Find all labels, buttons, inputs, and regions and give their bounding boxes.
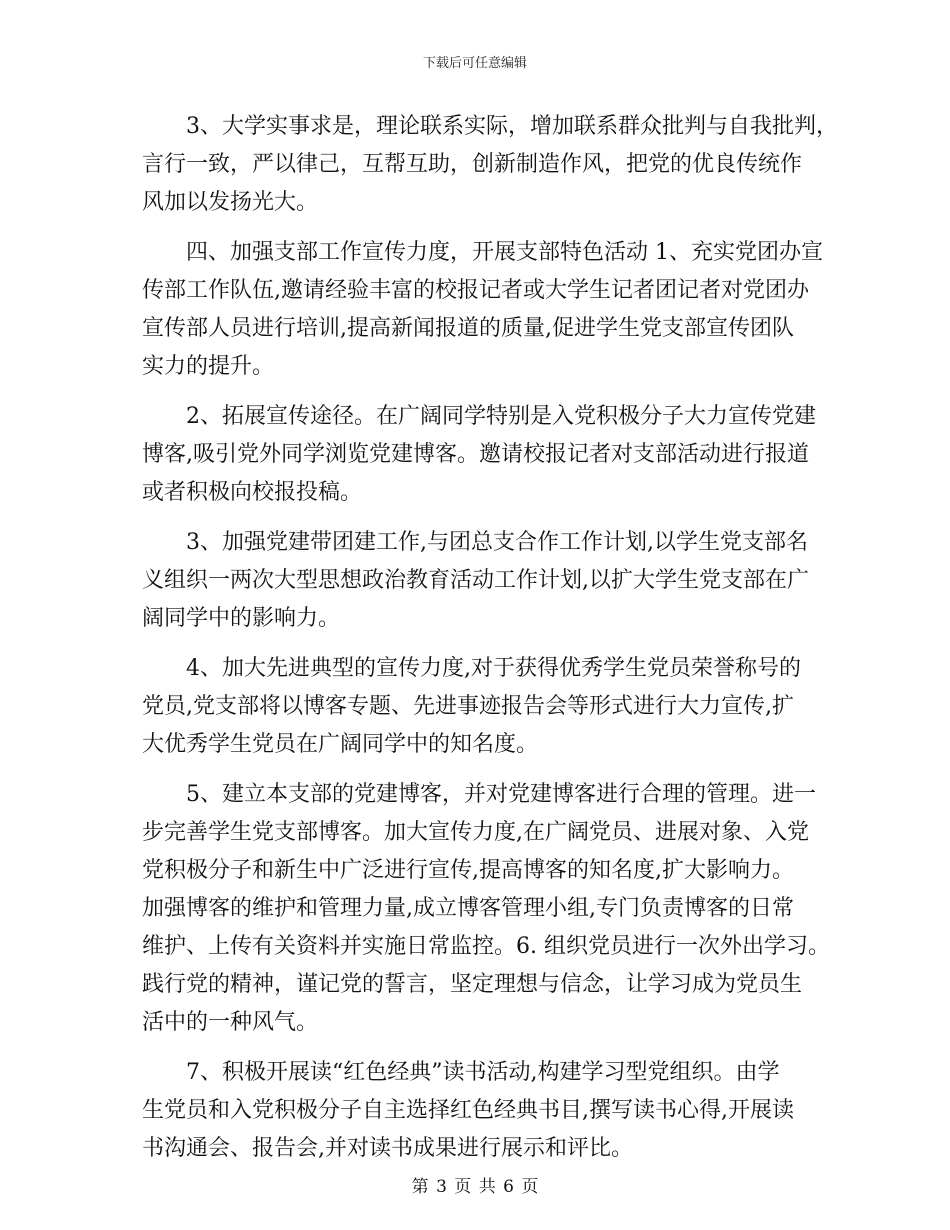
paragraph (142, 108, 838, 222)
text-line: 四、加强支部工作宣传力度，开展支部特色活动 1、充实党团办宣 (142, 240, 823, 265)
text-line: 阔同学中的影响力。 (142, 606, 341, 631)
paragraph (142, 234, 822, 386)
text-line: 2、拓展宣传途径。在广阔同学特别是入党积极分子大力宣传党建 (142, 404, 816, 429)
text-line: 博客,吸引党外同学浏览党建博客。邀请校报记者对支部活动进行报道 (142, 442, 809, 467)
text-line: 或者积极向校报投稿。 (142, 480, 363, 505)
text-line: 3、加强党建带团建工作,与团总支合作工作计划,以学生党支部名 (142, 530, 808, 555)
text-line: 义组织一两次大型思想政治教育活动工作计划,以扩大学生党支部在广 (142, 568, 809, 593)
page-header: 下载后可任意编辑 (422, 56, 527, 71)
paragraph (142, 1054, 822, 1168)
text-line: 维护、上传有关资料并实施日常监控。6. 组织党员进行一次外出学习。 (142, 934, 830, 959)
text-line: 7、积极开展读“红色经典”读书活动,构建学习型党组织。由学 (142, 1060, 780, 1085)
text-line: 活中的一种风气。 (142, 1010, 319, 1035)
text-line: 宣传部人员进行培训,提高新闻报道的质量,促进学生党支部宣传团队 (142, 316, 794, 341)
text-line: 步完善学生党支部博客。加大宣传力度,在广阔党员、进展对象、入党 (142, 820, 809, 845)
text-line: 4、加大先进典型的宣传力度,对于获得优秀学生党员荣誉称号的 (142, 656, 801, 681)
text-line: 3、大学实事求是，理论联系实际，增加联系群众批判与自我批判， (142, 114, 838, 139)
page-number: 第 3 页 共 6 页 (411, 1177, 539, 1197)
document-body (142, 108, 838, 1168)
paragraph (142, 524, 822, 638)
text-line: 践行党的精神，谨记党的誓言，坚定理想与信念，让学习成为党员生 (142, 972, 803, 997)
text-line: 大优秀学生党员在广阔同学中的知名度。 (142, 732, 539, 757)
text-line: 加强博客的维护和管理力量,成立博客管理小组,专门负责博客的日常 (142, 896, 794, 921)
paragraph (142, 398, 822, 512)
text-line: 党积极分子和新生中广泛进行宣传,提高博客的知名度,扩大影响力。 (142, 858, 794, 883)
paragraph (142, 650, 822, 764)
paragraph (142, 776, 830, 1042)
text-line: 5、建立本支部的党建博客，并对党建博客进行合理的管理。进一 (142, 782, 816, 807)
text-line: 书沟通会、报告会,并对读书成果进行展示和评比。 (142, 1136, 633, 1161)
text-line: 言行一致，严以律己，互帮互助，创新制造作风，把党的优良传统作 (142, 152, 803, 177)
text-line: 实力的提升。 (142, 354, 275, 379)
text-line: 生党员和入党积极分子自主选择红色经典书目,撰写读书心得,开展读 (142, 1098, 794, 1123)
text-line: 传部工作队伍,邀请经验丰富的校报记者或大学生记者团记者对党团办 (142, 278, 809, 303)
text-line: 风加以发扬光大。 (142, 190, 319, 215)
text-line: 党员,党支部将以博客专题、先进事迹报告会等形式进行大力宣传,扩 (142, 694, 794, 719)
